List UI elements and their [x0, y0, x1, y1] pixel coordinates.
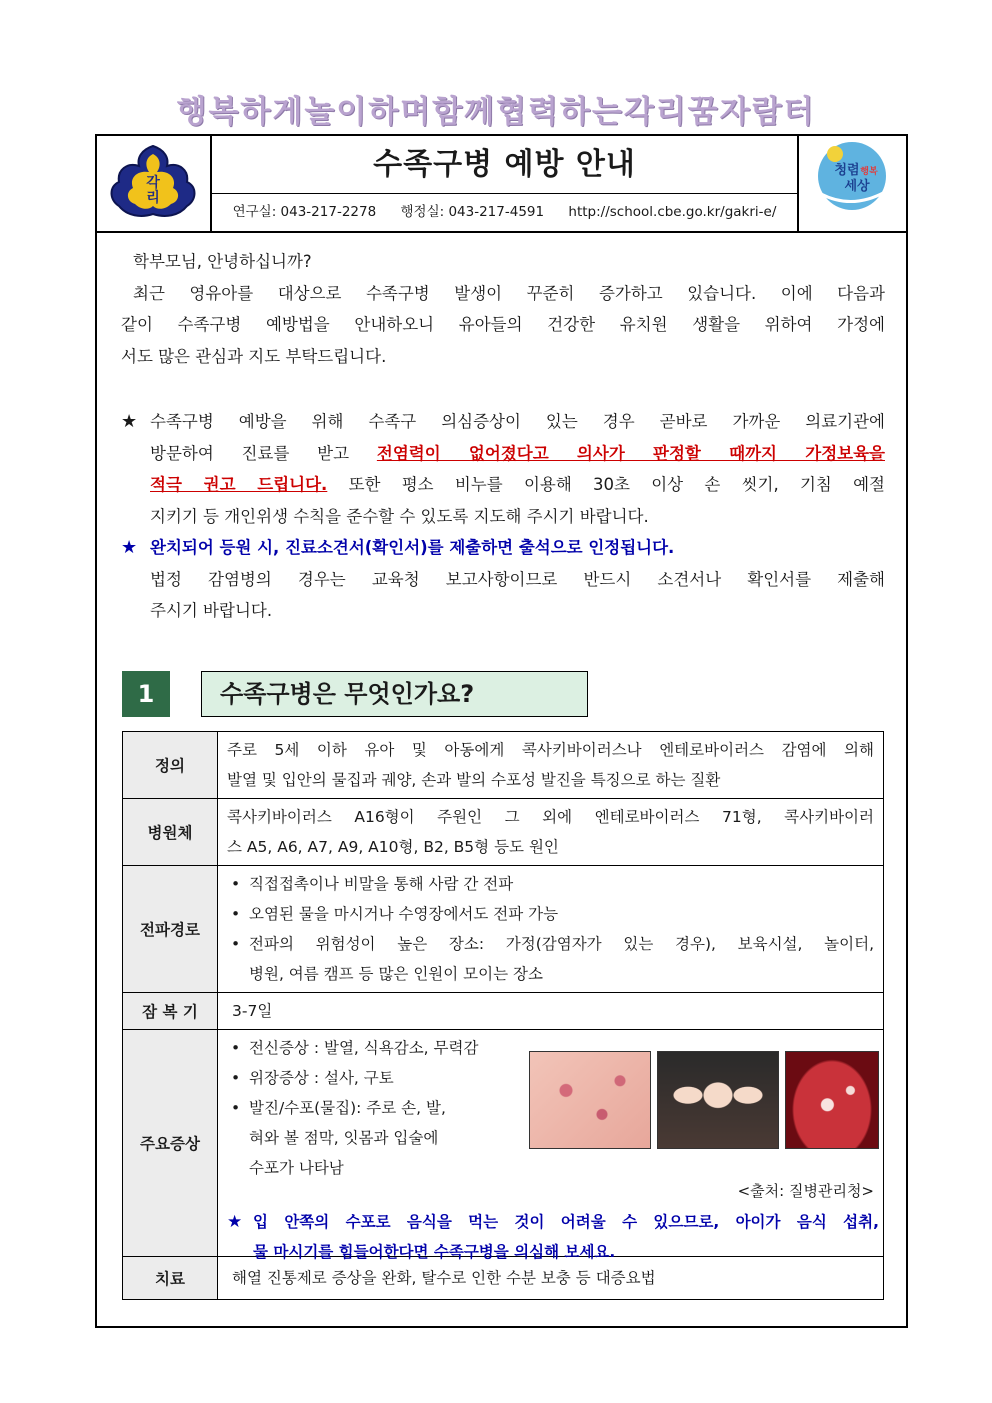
notice-1-line-4: 지키기 등 개인위생 수칙을 준수할 수 있도록 지도해 주시기 바랍니다.: [150, 506, 649, 526]
symptom-photos: [529, 1051, 879, 1149]
photo-source-caption: <출처: 질병관리청>: [737, 1182, 874, 1200]
school-logo-cell: [97, 136, 212, 231]
notice-header: [97, 136, 906, 233]
notice-item-attendance: [121, 532, 885, 627]
rash-line-1: • 발진/수포(물집): 주로 손, 발,: [249, 1099, 446, 1117]
notice-1-line-3-text: 또한 평소 비누를 이용해 30초 이상 손 씻기, 기침 예절: [327, 475, 885, 494]
star-icon: ★: [227, 1212, 243, 1232]
warning-line-1: 입 안쪽의 수포로 음식을 먹는 것이 어려울 수 있으므로, 아이가 음식 섭취,: [253, 1213, 879, 1231]
rash-line-3: 수포가 나타남: [249, 1159, 344, 1177]
admin-office-phone: 행정실: 043-217-4591: [400, 204, 545, 220]
home-care-recommendation: 전염력이 없어졌다고 의사가 판정할 때까지 가정보육을: [376, 443, 885, 463]
pathogen-line-1: 콕사키바이러스 A16형이 주원인 그 외에 엔테로바이러스 71형, 콕사키바이러: [227, 808, 874, 826]
incubation-value: 3-7일: [218, 993, 884, 1030]
definition-line-1: 주로 5세 이하 유아 및 아동에게 콕사키바이러스나 엔테로바이러스 감염에 의해: [227, 741, 874, 759]
notice-1-line-1: 수족구병 예방을 위해 수족구 의심증상이 있는 경우 곧바로 가까운 의료기관에: [150, 412, 885, 431]
star-icon: ★: [121, 411, 138, 432]
warning-line-2: 물 마시기를 힘들어한다면 수족구병을 의심해 보세요.: [253, 1243, 616, 1261]
treatment-value: 해열 진통제로 증상을 완화, 탈수로 인한 수분 보충 등 대증요법: [218, 1257, 884, 1300]
table-row: [123, 732, 884, 799]
notice-1-line-3: [150, 469, 885, 501]
research-office-phone: 연구실: 043-217-2278: [232, 204, 377, 220]
table-row: [123, 993, 884, 1030]
row-label-incubation: 잠 복 기: [123, 993, 218, 1030]
intro-line-2: 같이 수족구병 예방법을 안내하오니 유아들의 건강한 유치원 생활을 위하여 가정에: [121, 315, 885, 334]
row-label-definition: 정의: [123, 732, 218, 799]
foot-blister-photo: [657, 1051, 779, 1149]
warning-item: [227, 1207, 879, 1267]
contact-info: [212, 194, 797, 231]
transmission-list: [227, 869, 874, 989]
list-item: • 위장증상 : 설사, 구토: [227, 1063, 537, 1093]
symptoms-list: [227, 1033, 537, 1183]
svg-text:세상: 세상: [844, 179, 870, 194]
hand-rash-photo: [529, 1051, 651, 1149]
list-item: • 직접접촉이나 비말을 통해 사람 간 전파: [227, 869, 874, 899]
mouth-ulcer-photo: [785, 1051, 879, 1149]
symptom-warning-note: [227, 1207, 879, 1267]
school-emblem-icon: [97, 136, 210, 229]
notice-item-prevention: [121, 406, 885, 532]
table-row: [123, 1030, 884, 1257]
section-number-badge: 1: [122, 671, 170, 717]
row-label-symptoms: 주요증상: [123, 1030, 218, 1257]
pathogen-line-2: 스 A5, A6, A7, A9, A10형, B2, B5형 등도 원인: [227, 838, 559, 856]
section-title: 수족구병은 무엇인가요?: [201, 671, 588, 717]
notice-1-line-2-text: 방문하여 진료를 받고: [150, 443, 377, 463]
svg-text:청렴: 청렴: [834, 163, 860, 178]
greeting-text: 학부모님, 안녕하십니까?: [133, 252, 312, 271]
list-item: [227, 929, 874, 989]
table-row: [123, 799, 884, 866]
svg-text:각: 각: [146, 175, 160, 191]
intro-line-1: 최근 영유아를 대상으로 수족구병 발생이 꾸준히 증가하고 있습니다. 이에 다음과: [133, 283, 885, 303]
svg-text:행복: 행복: [860, 167, 878, 177]
notice-title: 수족구병 예방 안내: [212, 136, 797, 194]
notice-2-line-3: 주시기 바랍니다.: [150, 601, 273, 620]
list-item: • 전신증상 : 발열, 식욕감소, 무력감: [227, 1033, 537, 1063]
notice-2-line-2: 법정 감염병의 경우는 교육청 보고사항이므로 반드시 소견서나 확인서를 제출해: [150, 569, 885, 589]
transmission-item-3-line-1: • 전파의 위험성이 높은 장소: 가정(감염자가 있는 경우), 보육시설, 놀이터,: [249, 935, 874, 953]
notice-1-line-2: [150, 438, 885, 470]
transmission-value: [218, 866, 884, 993]
svg-text:리: 리: [146, 190, 160, 206]
intro-line-3: 서도 많은 관심과 지도 부탁드립니다.: [121, 346, 387, 366]
star-icon: ★: [121, 537, 138, 558]
home-care-recommendation-end: 적극 권고 드립니다.: [150, 475, 328, 494]
symptoms-content: [227, 1033, 879, 1261]
symptoms-value: [218, 1030, 884, 1261]
row-label-transmission: 전파경로: [123, 866, 218, 993]
definition-line-2: 발열 및 입안의 물집과 궤양, 손과 발의 수포성 발진을 특징으로 하는 질환: [227, 771, 721, 789]
row-label-treatment: 치료: [123, 1257, 218, 1300]
rash-line-2: 혀와 볼 점막, 잇몸과 입술에: [249, 1129, 439, 1147]
school-slogan: 행복하게놀이하며함께협력하는각리꿈자람터: [176, 94, 816, 130]
definition-value: [218, 732, 884, 799]
integrity-logo-cell: [797, 136, 906, 231]
transmission-item-3-line-2: 병원, 여름 캠프 등 많은 인원이 모이는 장소: [249, 965, 543, 983]
integrity-logo-icon: [799, 136, 906, 229]
list-item: [227, 1093, 537, 1183]
table-row: [123, 866, 884, 993]
pathogen-value: [218, 799, 884, 866]
school-website-link[interactable]: http://school.cbe.go.kr/gakri-e/: [568, 204, 777, 220]
disease-info-table: [122, 731, 884, 1300]
notice-list: [121, 406, 885, 627]
attendance-recognition-text: 완치되어 등원 시, 진료소견서(확인서)를 제출하면 출석으로 인정됩니다.: [150, 538, 675, 557]
intro-paragraph: [121, 246, 885, 372]
list-item: • 오염된 물을 마시거나 수영장에서도 전파 가능: [227, 899, 874, 929]
symptoms-list-block: [227, 1033, 537, 1183]
row-label-pathogen: 병원체: [123, 799, 218, 866]
